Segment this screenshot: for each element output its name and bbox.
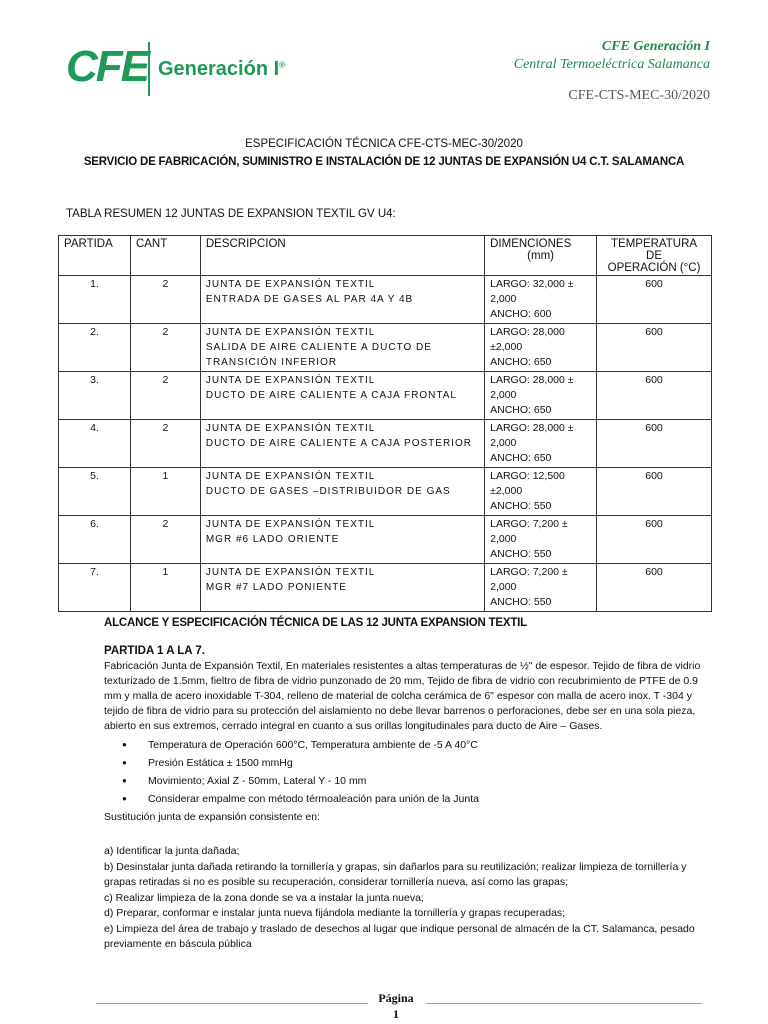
cant-value: 1 — [162, 470, 169, 482]
temp-value: 600 — [645, 374, 663, 386]
cell-temperatura — [597, 420, 712, 468]
cell-descripcion — [200, 468, 484, 516]
header-dimensiones-line1: DIMENCIONES — [490, 238, 572, 250]
cell-partida — [59, 420, 131, 468]
logo-cfe-text: CFE — [66, 42, 148, 91]
dim-line: LARGO: 7,200 ± — [490, 518, 568, 530]
dim-line: 2,000 — [490, 437, 517, 449]
dim-line: 2,000 — [490, 389, 517, 401]
cant-value: 2 — [162, 422, 169, 434]
desc-line: MGR #6 LADO ORIENTE — [205, 534, 340, 545]
dim-line: LARGO: 28,000 ± — [490, 422, 574, 434]
cell-partida — [59, 324, 131, 372]
cell-dimensiones — [485, 516, 597, 564]
cell-descripcion — [200, 372, 484, 420]
logo-generacion-text — [158, 58, 285, 81]
company-name: CFE Generación I — [601, 39, 710, 54]
cell-temperatura — [597, 324, 712, 372]
desc-line: JUNTA DE EXPANSIÓN TEXTIL — [205, 519, 376, 530]
dim-line: 2,000 — [490, 293, 517, 305]
section-title: ALCANCE Y ESPECIFICACIÓN TÉCNICA DE LAS 12 JUNTA EXPANSION TEXTIL — [104, 617, 527, 629]
dim-line: ANCHO: 550 — [490, 548, 552, 560]
temp-value: 600 — [645, 326, 663, 338]
table-caption: TABLA RESUMEN 12 JUNTAS DE EXPANSION TEXTIL GV U4: — [66, 208, 396, 220]
cell-cant — [130, 516, 200, 564]
desc-line: SALIDA DE AIRE CALIENTE A DUCTO DE — [205, 342, 432, 353]
dim-line: LARGO: 32,000 ± — [490, 278, 574, 290]
cell-partida — [59, 564, 131, 612]
specification-paragraph: Fabricación Junta de Expansión Textil, En materiales resistentes a altas temperaturas de ½" de espesor. Tejido de fibra de vidrio texturizado de 1.5mm, fieltro de fibra de vidrio punzonado de 20 mm, Tejido de fibra de vidrio con recubrimiento de PTFE de 0.9 mm y malla de acero inoxidable T-304, relleno de material de colcha cerámica de 6" espesor con malla de acero inox. T -304 y tejido de fibra de vidrio para su protección del aislamiento no debe llevar barrenos o perforaciones, debe ser en una sola pieza, abierto en sus extremos, cerrado integral en cuanto a sus orillas longitudinales para ducto de Aire – Gases. — [104, 660, 701, 732]
dim-line: ANCHO: 650 — [490, 452, 552, 464]
table-row — [59, 564, 712, 612]
desc-line: JUNTA DE EXPANSIÓN TEXTIL — [205, 423, 376, 434]
partida-value: 3. — [90, 374, 99, 386]
cell-cant — [130, 564, 200, 612]
logo-registered-mark: ® — [279, 60, 286, 70]
cell-dimensiones — [485, 276, 597, 324]
cell-partida — [59, 516, 131, 564]
spec-title: ESPECIFICACIÓN TÉCNICA CFE-CTS-MEC-30/2020 — [245, 138, 523, 150]
dim-line: LARGO: 28,000 ± — [490, 374, 574, 386]
header-descripcion: DESCRIPCION — [200, 236, 484, 276]
cant-value: 2 — [162, 518, 169, 530]
dim-line: LARGO: 7,200 ± — [490, 566, 568, 578]
header-partida: PARTIDA — [59, 236, 131, 276]
table-row — [59, 324, 712, 372]
table-row — [59, 372, 712, 420]
desc-line: MGR #7 LADO PONIENTE — [205, 582, 347, 593]
dim-line: 2,000 — [490, 581, 517, 593]
partida-value: 5. — [90, 470, 99, 482]
step-item: b) Desinstalar junta dañada retirando la tornillería y grapas, sin dañarlos para su reutilización; realizar limpieza de tornillería y grapas retiradas si no es posible su recuperación, considerar tornillería nueva, así como las grapas; — [104, 860, 687, 888]
cell-temperatura — [597, 468, 712, 516]
table-header-row — [59, 236, 712, 276]
cell-temperatura — [597, 564, 712, 612]
page-number-value: 1 — [393, 1007, 399, 1021]
desc-line: JUNTA DE EXPANSIÓN TEXTIL — [205, 279, 376, 290]
dim-line: ANCHO: 650 — [490, 356, 552, 368]
cell-partida — [59, 372, 131, 420]
cell-dimensiones — [485, 324, 597, 372]
cell-dimensiones — [485, 564, 597, 612]
dim-line: ANCHO: 600 — [490, 308, 552, 320]
cell-descripcion — [200, 420, 484, 468]
partida-value: 4. — [90, 422, 99, 434]
cell-cant — [130, 468, 200, 516]
dim-line: LARGO: 28,000 — [490, 326, 565, 338]
temp-value: 600 — [645, 470, 663, 482]
temp-value: 600 — [645, 566, 663, 578]
header-dimensiones — [485, 236, 597, 276]
desc-line: JUNTA DE EXPANSIÓN TEXTIL — [205, 567, 376, 578]
table-row — [59, 468, 712, 516]
cell-temperatura — [597, 276, 712, 324]
table-row — [59, 516, 712, 564]
cant-value: 2 — [162, 374, 169, 386]
dim-line: 2,000 — [490, 533, 517, 545]
logo-generacion-label: Generación I — [158, 58, 280, 80]
dim-line: ANCHO: 650 — [490, 404, 552, 416]
desc-line: DUCTO DE AIRE CALIENTE A CAJA FRONTAL — [205, 390, 457, 401]
cell-partida — [59, 276, 131, 324]
bullet-item: ● Movimiento; Axial Z - 50mm, Lateral Y - 10 mm — [122, 772, 479, 790]
partida-value: 7. — [90, 566, 99, 578]
document-number: CFE-CTS-MEC-30/2020 — [568, 88, 710, 103]
cell-descripcion — [200, 516, 484, 564]
cfe-logo — [66, 40, 296, 98]
step-item: e) Limpieza del área de trabajo y traslado de desechos al lugar que indique personal de almacén de la CT. Salamanca, pesado previamente en báscula pública — [104, 922, 695, 950]
cell-descripcion — [200, 324, 484, 372]
cell-cant — [130, 372, 200, 420]
page-number — [370, 990, 422, 1022]
bullet-item: ● Considerar empalme con método térmoaleación para unión de la Junta — [122, 790, 479, 808]
partida-value: 2. — [90, 326, 99, 338]
step-item: c) Realizar limpieza de la zona donde se va a instalar la junta nueva; — [104, 891, 424, 904]
dim-line: ANCHO: 550 — [490, 596, 552, 608]
plant-name: Central Termoeléctrica Salamanca — [513, 57, 710, 72]
desc-line: DUCTO DE AIRE CALIENTE A CAJA POSTERIOR — [205, 438, 472, 449]
cell-cant — [130, 420, 200, 468]
desc-line: JUNTA DE EXPANSIÓN TEXTIL — [205, 375, 376, 386]
desc-line: DUCTO DE GASES –DISTRIBUIDOR DE GAS — [205, 486, 451, 497]
logo-divider — [148, 42, 150, 96]
header-cant: CANT — [130, 236, 200, 276]
desc-line: JUNTA DE EXPANSIÓN TEXTIL — [205, 327, 376, 338]
temp-value: 600 — [645, 518, 663, 530]
substitution-intro: Sustitución junta de expansión consistente en: — [104, 811, 320, 823]
dim-line: ANCHO: 550 — [490, 500, 552, 512]
table-row — [59, 420, 712, 468]
cell-dimensiones — [485, 468, 597, 516]
cell-cant — [130, 324, 200, 372]
header-temperatura — [597, 236, 712, 276]
footer-divider-right — [426, 1003, 702, 1004]
summary-table — [58, 235, 712, 612]
cell-dimensiones — [485, 420, 597, 468]
partida-value: 1. — [90, 278, 99, 290]
cant-value: 1 — [162, 566, 169, 578]
dim-line: ±2,000 — [490, 341, 523, 353]
desc-line: ENTRADA DE GASES AL PAR 4A Y 4B — [205, 294, 414, 305]
header-temperatura-line2: OPERACIÓN (°C) — [607, 262, 701, 274]
step-item: a) Identificar la junta dañada; — [104, 845, 240, 857]
bullet-item: ● Presión Estática ± 1500 mmHg — [122, 754, 479, 772]
dim-line: LARGO: 12,500 — [490, 470, 565, 482]
service-title: SERVICIO DE FABRICACIÓN, SUMINISTRO E INSTALACIÓN DE 12 JUNTAS DE EXPANSIÓN U4 C.T. SALAMANCA — [83, 156, 685, 168]
dim-line: ±2,000 — [490, 485, 523, 497]
step-item: d) Preparar, conformar e instalar junta nueva fijándola mediante la tornillería y grapas recuperadas; — [104, 907, 566, 919]
cant-value: 2 — [162, 326, 169, 338]
substitution-steps — [104, 844, 714, 953]
company-header — [514, 38, 710, 74]
cell-descripcion — [200, 276, 484, 324]
temp-value: 600 — [645, 422, 663, 434]
bullet-item: ● Temperatura de Operación 600°C, Temperatura ambiente de -5 A 40°C — [122, 736, 479, 754]
cell-temperatura — [597, 516, 712, 564]
footer-divider-left — [96, 1003, 368, 1004]
cant-value: 2 — [162, 278, 169, 290]
spec-bullet-list — [122, 736, 479, 808]
cell-descripcion — [200, 564, 484, 612]
desc-line: TRANSICIÓN INFERIOR — [205, 357, 338, 368]
partida-title: PARTIDA 1 A LA 7. — [104, 645, 205, 657]
desc-line: JUNTA DE EXPANSIÓN TEXTIL — [205, 471, 376, 482]
cell-dimensiones — [485, 372, 597, 420]
cell-cant — [130, 276, 200, 324]
temp-value: 600 — [645, 278, 663, 290]
cell-partida — [59, 468, 131, 516]
partida-value: 6. — [90, 518, 99, 530]
header-dimensiones-line2: (mm) — [527, 250, 554, 262]
table-row — [59, 276, 712, 324]
cell-temperatura — [597, 372, 712, 420]
page-label: Página — [378, 991, 414, 1005]
header-temperatura-line1: TEMPERATURA DE — [611, 238, 698, 262]
